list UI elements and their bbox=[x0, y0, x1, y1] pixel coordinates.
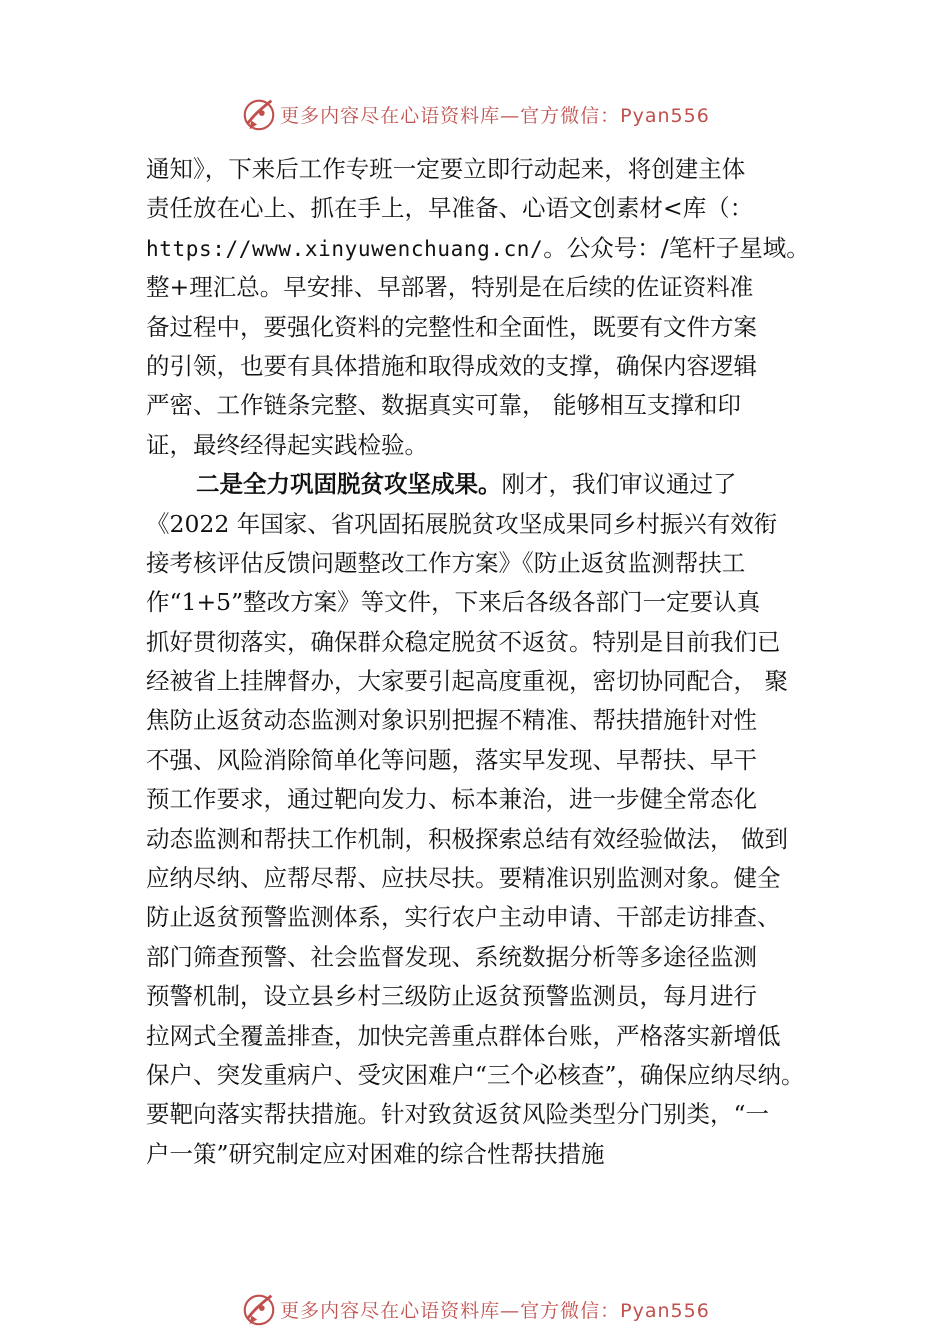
text-line: 户一策”研究制定应对困难的综合性帮扶措施 bbox=[146, 1139, 605, 1168]
text-line: 经被省上挂牌督办，大家要引起高度重视，密切协同配合， 聚 bbox=[146, 667, 788, 696]
text-line: 动态监测和帮扶工作机制，积极探索总结有效经验做法， 做到 bbox=[146, 824, 788, 853]
text-line: 防止返贫预警监测体系，实行农户主动申请、干部走访排查、 bbox=[146, 903, 781, 932]
text-line: 预工作要求，通过靶向发力、标本兼治，进一步健全常态化 bbox=[146, 785, 757, 814]
text-line: 备过程中，要强化资料的完整性和全面性，既要有文件方案 bbox=[146, 312, 757, 341]
watermark-text: 更多内容尽在心语资料库—官方微信：Pyan556 bbox=[280, 1299, 710, 1322]
text-line: https://www.xinyuwenchuang.cn/。公众号：/笔杆子星域。 bbox=[146, 233, 810, 262]
text-line: 责任放在心上、抓在手上，早准备、心语文创素材<库（： bbox=[146, 194, 754, 223]
text-line: 二是全力巩固脱贫攻坚成果。刚才，我们审议通过了 bbox=[196, 470, 737, 499]
text-line: 整+理汇总。早安排、早部署，特别是在后续的佐证资料准 bbox=[146, 273, 754, 302]
section-heading: 二是全力巩固脱贫攻坚成果。 bbox=[196, 470, 502, 499]
text-line: 通知》，下来后工作专班一定要立即行动起来，将创建主体 bbox=[146, 155, 746, 183]
text-line: 的引领，也要有具体措施和取得成效的支撑，确保内容逻辑 bbox=[146, 351, 757, 380]
pen-logo-icon bbox=[240, 1290, 278, 1328]
text-line: 保户、突发重病户、受灾困难户“三个必核查”，确保应纳尽纳。 bbox=[146, 1060, 805, 1089]
text-line: 作“1+5”整改方案》等文件，下来后各级各部门一定要认真 bbox=[146, 588, 761, 617]
text-line: 焦防止返贫动态监测对象识别把握不精准、帮扶措施针对性 bbox=[146, 706, 757, 735]
text-line: 接考核评估反馈问题整改工作方案》《防止返贫监测帮扶工 bbox=[146, 548, 746, 577]
footer-watermark bbox=[0, 1289, 950, 1329]
header-watermark bbox=[0, 94, 950, 134]
text-line: 不强、风险消除简单化等问题，落实早发现、早帮扶、早干 bbox=[146, 745, 757, 774]
text-line: 《2022 年国家、省巩固拓展脱贫攻坚成果同乡村振兴有效衔 bbox=[146, 509, 778, 538]
text-line: 应纳尽纳、应帮尽帮、应扶尽扶。要精准识别监测对象。健全 bbox=[146, 864, 781, 893]
pen-logo-icon bbox=[240, 95, 278, 133]
text-line: 拉网式全覆盖排查，加快完善重点群体台账，严格落实新增低 bbox=[146, 1021, 781, 1050]
watermark-text: 更多内容尽在心语资料库—官方微信：Pyan556 bbox=[280, 104, 710, 127]
text-line: 要靶向落实帮扶措施。针对致贫返贫风险类型分门别类，“一 bbox=[146, 1100, 770, 1129]
text-line: 严密、工作链条完整、数据真实可靠， 能够相互支撑和印 bbox=[146, 391, 741, 420]
text-line: 证，最终经得起实践检验。 bbox=[146, 430, 428, 459]
text-line: 抓好贯彻落实，确保群众稳定脱贫不返贫。特别是目前我们已 bbox=[146, 627, 781, 656]
document-body bbox=[146, 150, 826, 1174]
paragraph-2 bbox=[146, 465, 826, 1174]
text-line: 部门筛查预警、社会监督发现、系统数据分析等多途径监测 bbox=[146, 942, 757, 971]
website-url: https://www.xinyuwenchuang.cn/ bbox=[146, 236, 544, 261]
paragraph-1 bbox=[146, 150, 826, 465]
text-line: 预警机制，设立县乡村三级防止返贫预警监测员，每月进行 bbox=[146, 982, 757, 1011]
